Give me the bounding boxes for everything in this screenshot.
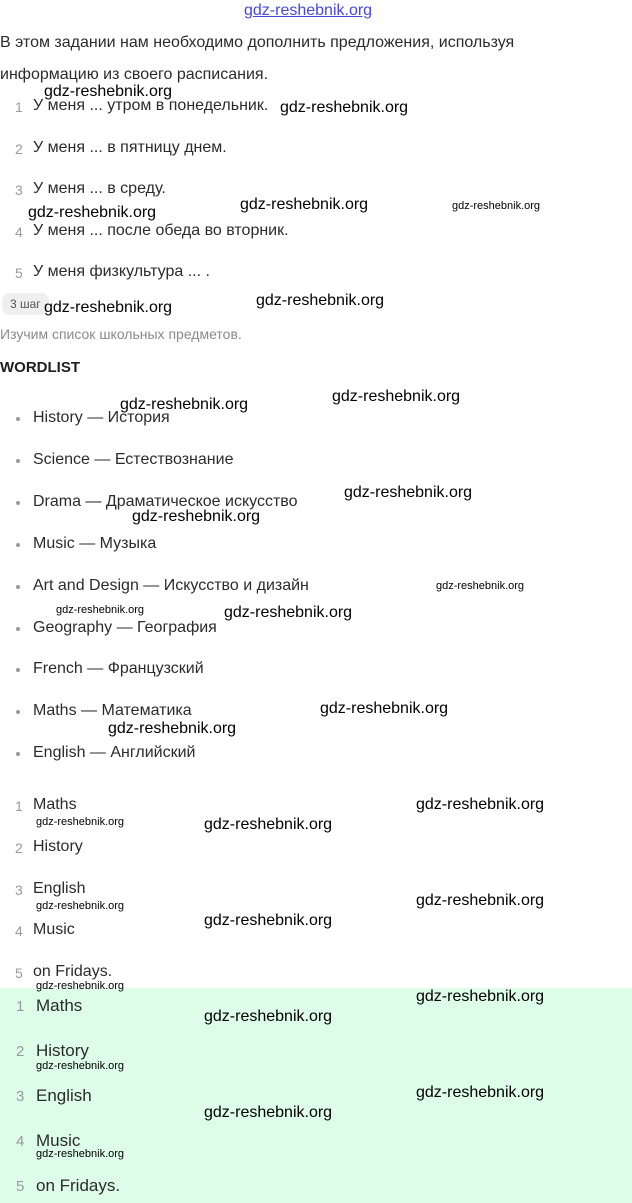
item-number: 2: [16, 1043, 25, 1060]
item-number: 2: [15, 141, 23, 157]
watermark: gdz-reshebnik.org: [44, 83, 173, 100]
wordlist-entry: English — Английский: [33, 744, 196, 761]
watermark: gdz-reshebnik.org: [256, 292, 385, 309]
wordlist-entry: Geography — География: [33, 619, 217, 636]
watermark: gdz-reshebnik.org: [240, 196, 369, 213]
answer-text: English: [33, 880, 86, 897]
bullet-icon: [16, 585, 20, 589]
answer-text: on Fridays.: [33, 963, 113, 980]
sentence-text: У меня ... в среду.: [33, 180, 166, 197]
watermark: gdz-reshebnik.org: [436, 580, 525, 592]
watermark: gdz-reshebnik.org: [36, 1148, 125, 1160]
watermark: gdz-reshebnik.org: [120, 396, 249, 413]
bullet-icon: [16, 459, 20, 463]
bullet-icon: [16, 752, 20, 756]
final-answer-text: English: [36, 1086, 92, 1105]
item-number: 5: [15, 965, 23, 981]
bullet-icon: [16, 543, 20, 547]
answer-text: History: [33, 838, 83, 855]
watermark: gdz-reshebnik.org: [452, 200, 541, 212]
item-number: 2: [15, 840, 23, 856]
watermark: gdz-reshebnik.org: [344, 484, 473, 501]
watermark: gdz-reshebnik.org: [56, 604, 145, 616]
intro-line-1: В этом задании нам необходимо дополнить предложения, используя: [0, 34, 515, 51]
bullet-icon: [16, 668, 20, 672]
watermark: gdz-reshebnik.org: [28, 204, 157, 221]
bullet-icon: [16, 417, 20, 421]
wordlist-entry: Music — Музыка: [33, 535, 157, 552]
item-number: 1: [15, 798, 23, 814]
item-number: 4: [16, 1133, 25, 1150]
watermark: gdz-reshebnik.org: [36, 980, 125, 992]
bullet-icon: [16, 710, 20, 714]
watermark: gdz-reshebnik.org: [132, 508, 261, 525]
watermark: gdz-reshebnik.org: [280, 99, 409, 116]
bullet-icon: [16, 627, 20, 631]
wordlist-entry: Maths — Математика: [33, 702, 192, 719]
watermark: gdz-reshebnik.org: [416, 988, 545, 1005]
wordlist-heading: WORDLIST: [0, 359, 80, 376]
watermark: gdz-reshebnik.org: [416, 1084, 545, 1101]
wordlist-entry: French — Французский: [33, 660, 204, 677]
item-number: 5: [16, 1178, 25, 1195]
answer-text: Music: [33, 921, 75, 938]
final-answer-text: on Fridays.: [36, 1176, 121, 1195]
item-number: 5: [15, 265, 23, 281]
sentence-text: У меня ... утром в понедельник.: [33, 97, 269, 114]
watermark: gdz-reshebnik.org: [36, 816, 125, 828]
watermark: gdz-reshebnik.org: [36, 900, 125, 912]
step-badge: 3 шаг: [2, 293, 49, 315]
wordlist-entry: Art and Design — Искусство и дизайн: [33, 577, 309, 594]
watermark: gdz-reshebnik.org: [36, 1060, 125, 1072]
step-hint: Изучим список школьных предметов.: [0, 326, 242, 342]
final-answer-text: Music: [36, 1131, 81, 1150]
item-number: 3: [15, 182, 23, 198]
item-number: 4: [15, 923, 23, 939]
sentence-text: У меня физкультура ... .: [33, 263, 210, 280]
wordlist-entry: Drama — Драматическое искусство: [33, 493, 298, 510]
watermark: gdz-reshebnik.org: [204, 1008, 333, 1025]
item-number: 3: [16, 1088, 25, 1105]
sentence-text: У меня ... после обеда во вторник.: [33, 222, 289, 239]
final-answer-text: History: [36, 1041, 89, 1060]
watermark: gdz-reshebnik.org: [332, 388, 461, 405]
wordlist-entry: Science — Естествознание: [33, 451, 234, 468]
watermark: gdz-reshebnik.org: [320, 700, 449, 717]
answer-text: Maths: [33, 796, 77, 813]
item-number: 1: [15, 99, 23, 115]
watermark: gdz-reshebnik.org: [204, 816, 333, 833]
wordlist-entry: History — История: [33, 409, 170, 426]
item-number: 4: [15, 224, 23, 240]
watermark: gdz-reshebnik.org: [44, 299, 173, 316]
watermark: gdz-reshebnik.org: [108, 720, 237, 737]
final-answer-text: Maths: [36, 996, 83, 1015]
item-number: 1: [16, 998, 25, 1015]
watermark: gdz-reshebnik.org: [204, 912, 333, 929]
bullet-icon: [16, 501, 20, 505]
watermark: gdz-reshebnik.org: [224, 604, 353, 621]
item-number: 3: [15, 882, 23, 898]
watermark: gdz-reshebnik.org: [204, 1104, 333, 1121]
watermark: gdz-reshebnik.org: [416, 892, 545, 909]
site-link[interactable]: gdz-reshebnik.org: [244, 2, 373, 19]
watermark: gdz-reshebnik.org: [416, 796, 545, 813]
sentence-text: У меня ... в пятницу днем.: [33, 139, 227, 156]
intro-line-2: информацию из своего расписания.: [0, 66, 269, 83]
